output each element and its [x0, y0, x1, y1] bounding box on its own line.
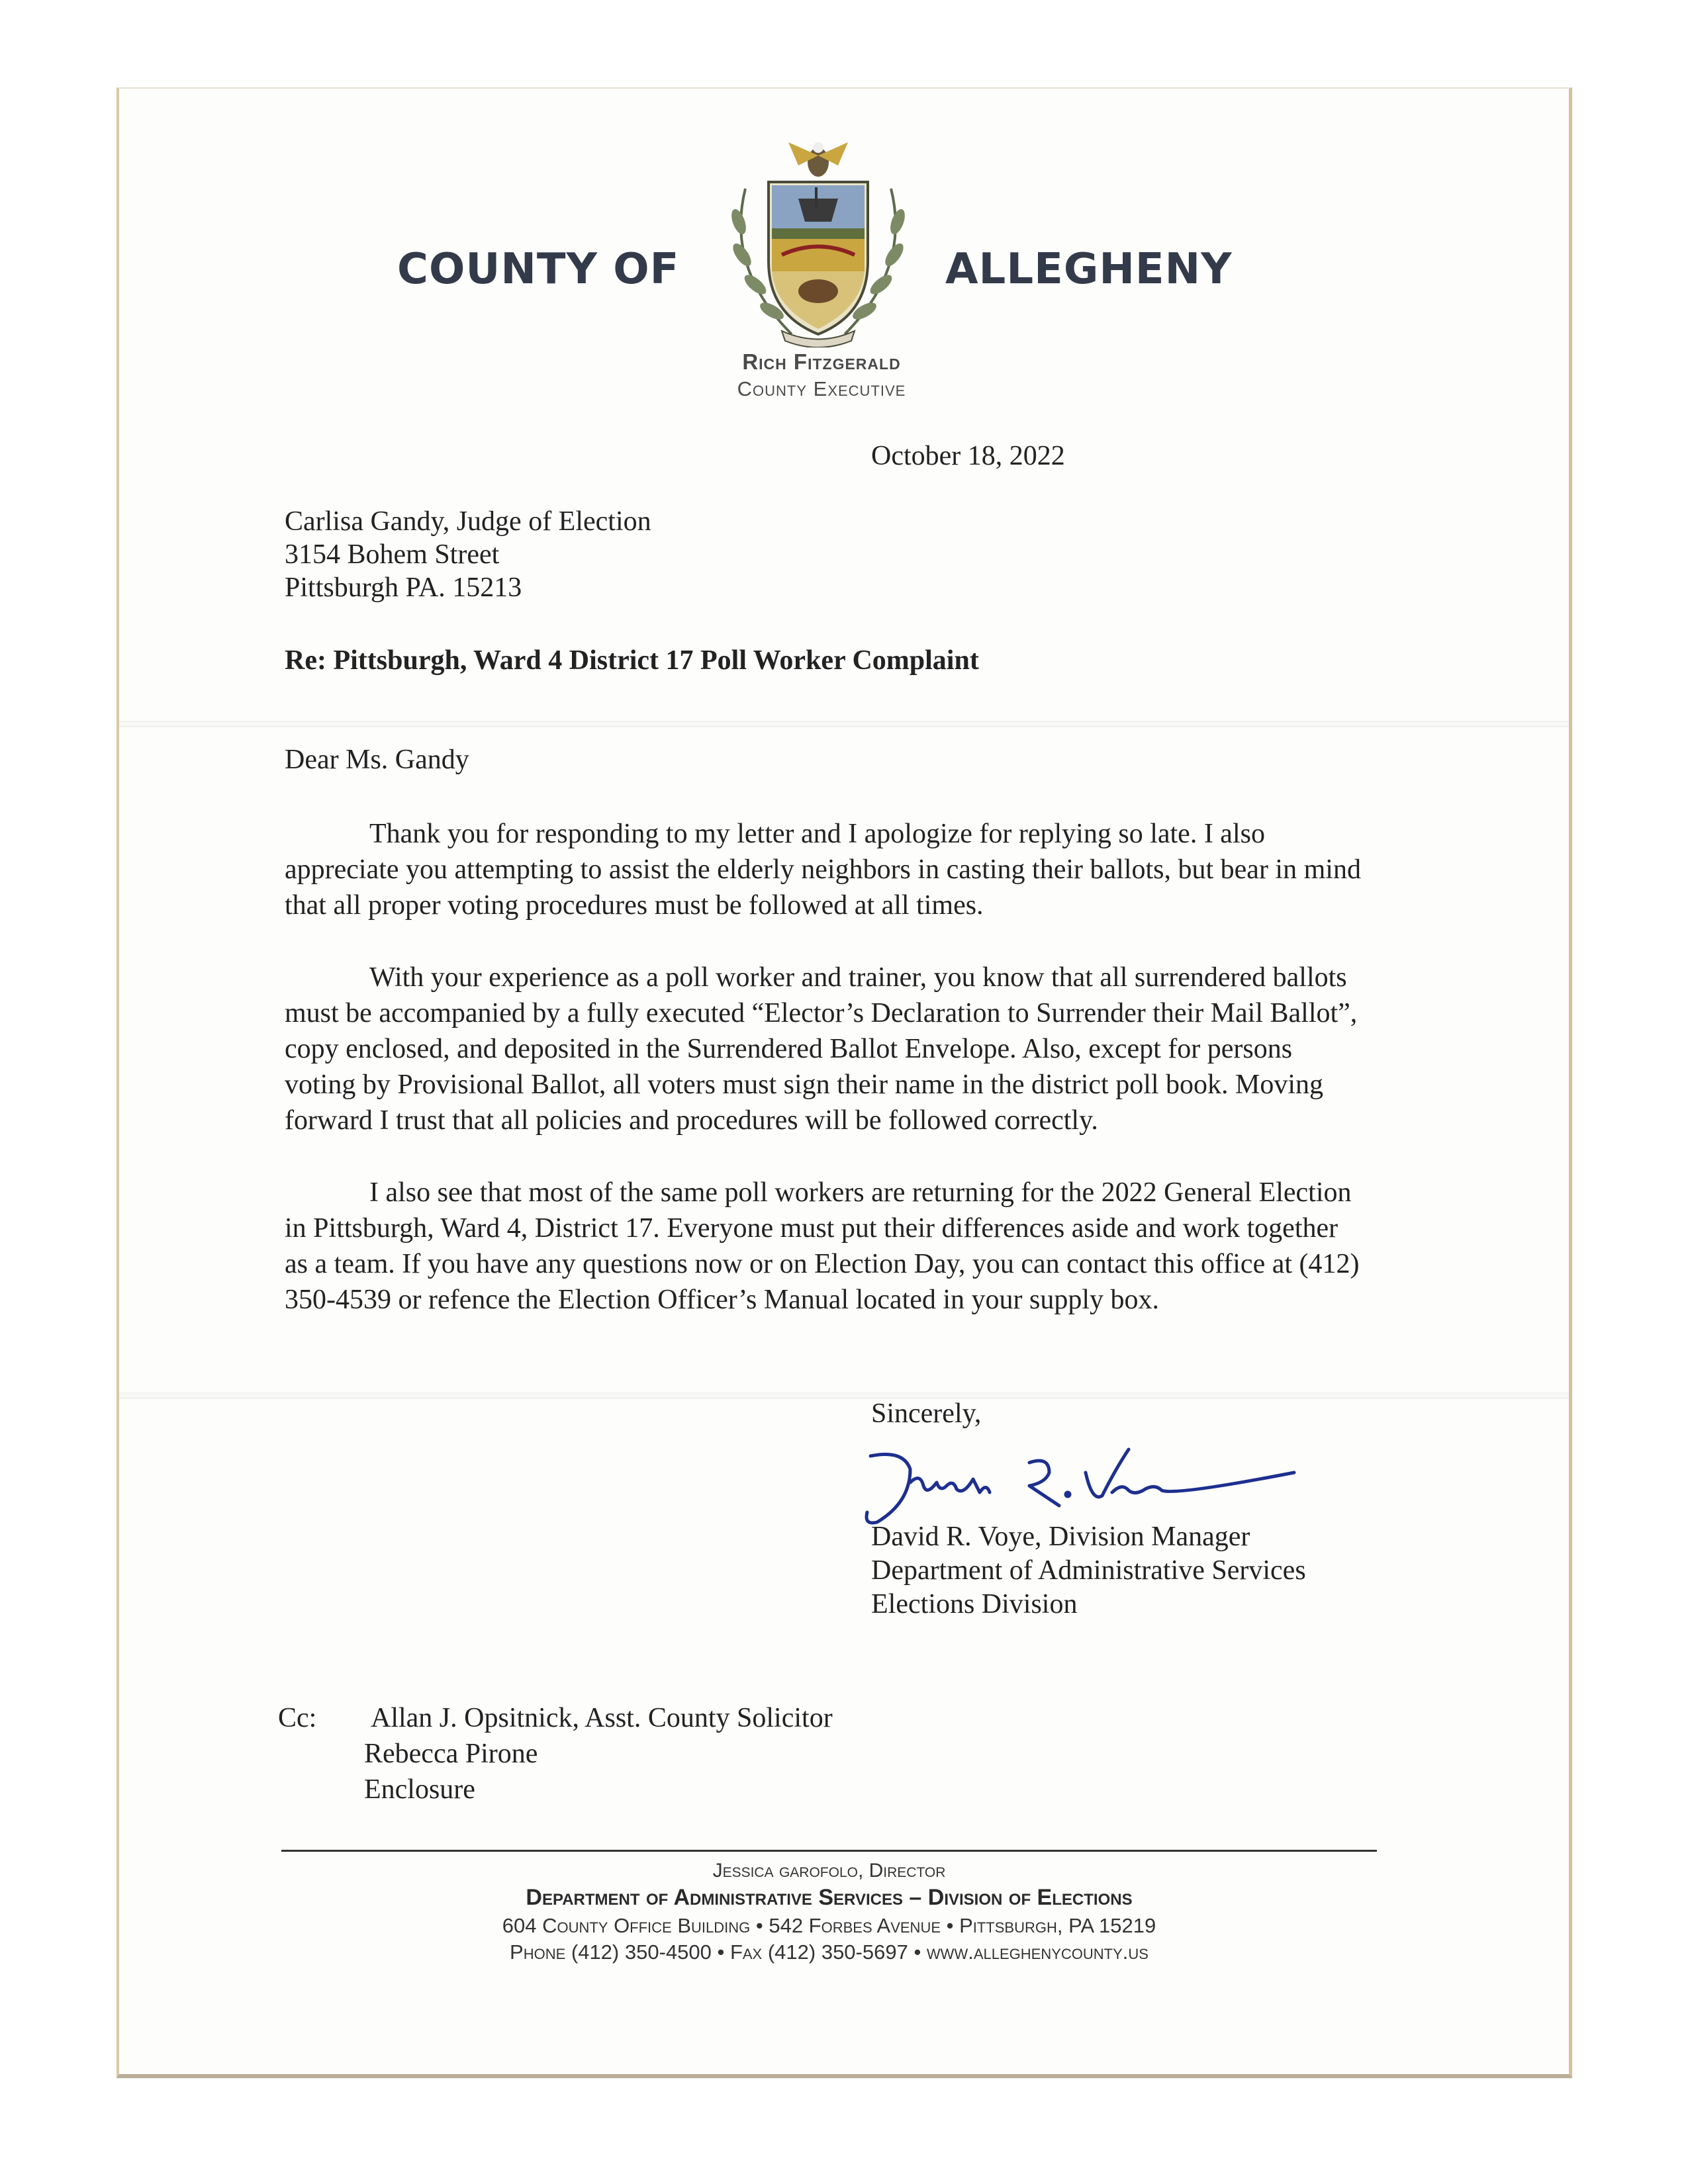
handwritten-signature: [831, 1443, 1307, 1529]
paragraph-line: 350-4539 or refence the Election Officer’s Manual located in your supply box.: [285, 1285, 1160, 1315]
paragraph-line: I also see that most of the same poll workers are returning for the 2022 General Election: [369, 1177, 1352, 1208]
cc-label: Cc:: [278, 1703, 317, 1733]
letter-date: October 18, 2022: [871, 441, 1065, 471]
paragraph-line: appreciate you attempting to assist the elderly neighbors in casting their ballots, but bear in mind: [285, 854, 1361, 885]
footer-contact: Phone (412) 350-4500 • Fax (412) 350-5697 • www.alleghenycounty.us: [510, 1940, 1149, 1964]
closing: Sincerely,: [871, 1398, 982, 1429]
recipient-city: Pittsburgh PA. 15213: [285, 572, 522, 603]
paragraph-line: voting by Provisional Ballot, all voters must sign their name in the district poll book. Moving: [285, 1069, 1324, 1100]
signer-division: Elections Division: [871, 1589, 1078, 1619]
cc-enclosure: Enclosure: [364, 1774, 475, 1805]
cc-recipient: Allan J. Opsitnick, Asst. County Solicitor: [371, 1703, 833, 1733]
recipient-street: 3154 Bohem Street: [285, 539, 500, 570]
paragraph-line: must be accompanied by a fully executed “Elector’s Declaration to Surrender their Mail Ballot”,: [285, 998, 1358, 1028]
signer-name: David R. Voye, Division Manager: [871, 1522, 1250, 1552]
footer-address: 604 County Office Building • 542 Forbes Avenue • Pittsburgh, PA 15219: [502, 1914, 1156, 1937]
paragraph-line: copy enclosed, and deposited in the Surrendered Ballot Envelope. Also, except for persons: [285, 1034, 1293, 1064]
county-heading-left: COUNTY OF: [397, 245, 680, 294]
salutation: Dear Ms. Gandy: [285, 745, 469, 775]
paragraph-line: that all proper voting procedures must be followed at all times.: [285, 890, 984, 921]
paragraph-line: With your experience as a poll worker and trainer, you know that all surrendered ballots: [369, 962, 1347, 993]
cc-recipient: Rebecca Pirone: [364, 1739, 538, 1769]
recipient-name: Carlisa Gandy, Judge of Election: [285, 506, 651, 537]
subject-line: Re: Pittsburgh, Ward 4 District 17 Poll Worker Complaint: [285, 645, 979, 676]
paragraph-3: [285, 1175, 1397, 1318]
paragraph-1: [285, 816, 1397, 923]
county-seal-icon: [719, 136, 917, 347]
paper-fold: [119, 1392, 1569, 1399]
executive-name: Rich Fitzgerald: [742, 349, 901, 374]
paragraph-line: in Pittsburgh, Ward 4, District 17. Everyone must put their differences aside and work together: [285, 1213, 1338, 1244]
county-heading-right: ALLEGHENY: [945, 245, 1233, 294]
paper-fold: [119, 721, 1569, 727]
executive-title: County Executive: [737, 377, 906, 400]
paragraph-line: Thank you for responding to my letter and I apologize for replying so late. I also: [369, 819, 1265, 849]
footer-department: Department of Administrative Services – Division of Elections: [526, 1885, 1133, 1910]
paragraph-line: as a team. If you have any questions now or on Election Day, you can contact this office at (412): [285, 1249, 1360, 1279]
footer-divider: [281, 1850, 1377, 1852]
paragraph-2: [285, 960, 1397, 1138]
signer-department: Department of Administrative Services: [871, 1555, 1306, 1586]
paragraph-line: forward I trust that all policies and procedures will be followed correctly.: [285, 1105, 1098, 1136]
footer-director: Jessica garofolo, Director: [712, 1860, 946, 1882]
